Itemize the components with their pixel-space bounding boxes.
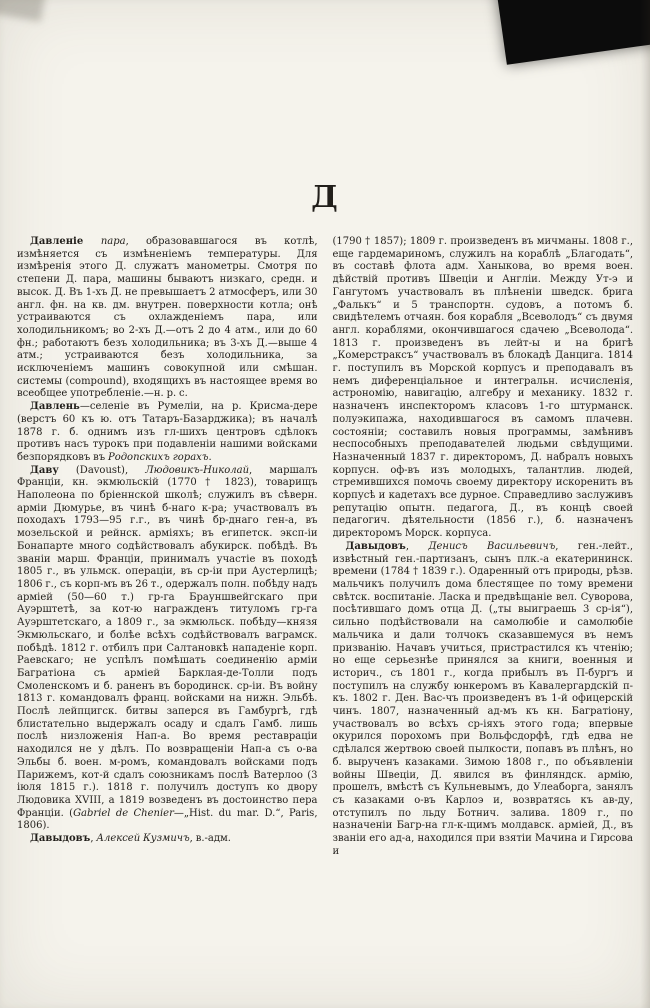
entry-paragraph — [17, 236, 318, 401]
scan-artifact-top-left — [0, 0, 46, 22]
entry-text: пара — [100, 236, 126, 247]
text-column-left — [17, 236, 318, 1004]
entry-text: , — [405, 540, 429, 552]
entry-text: . — [208, 451, 212, 463]
entry-paragraph — [17, 833, 318, 846]
entry-paragraph — [333, 236, 634, 541]
entry-paragraph — [17, 465, 318, 833]
entry-text: Родопскихъ горахъ — [107, 451, 209, 463]
entry-text: , образовавшагося въ котлѣ, измѣняется съ измѣненіемъ температуры. Для измѣренія этого Д. служатъ манометры. Смотря по степени Д. пара, машины бываютъ низкаго, средн. и высок. Д. Въ 1-хъ Д. не превышаетъ 2 атмосферъ, или 30 англ. фн. на кв. дм. внутрен. поверхности котла; онѣ устраиваются съ охлажденіемъ пара, или холодильникомъ; во 2-хъ Д.—отъ 2 до 4 атм., или до 60 фн.; работаютъ безъ холодильника; въ 3-хъ Д.—выше 4 атм.; устраиваются безъ холодильника, за исключеніемъ машинъ совокупной или смѣшан. системы (compound), входящихъ въ настоящее время во всеобщее употребленіе.—н. р. с. — [17, 236, 318, 400]
entry-headword: Давлень — [30, 401, 80, 413]
section-letter-heading: Д — [311, 180, 339, 215]
entry-text: Людовикъ-Николай — [145, 464, 250, 476]
text-columns — [17, 236, 633, 1004]
scan-artifact-top-right — [495, 0, 650, 65]
entry-text: , маршалъ Франціи, кн. экмюльскій (1770 † 1823), товарищъ Наполеона по бріеннской школѣ; служилъ въ сѣверн. арміи Дюмурье, въ чинѣ б-наго к-ра; участвовалъ въ походахъ 1793—95 г.г., въ чинѣ бр-днаго ген-а, въ мозельской и рейнск. арміяхъ; въ египетск. эксп-іи Бонапарте много содѣйствовалъ абукирск. побѣдѣ. Въ званіи марш. Франціи, принималъ участіе въ походѣ 1805 г., въ ульмск. операціи, въ ср-іи при Аустерлицѣ; 1806 г., съ корп-мъ въ 26 т., одержалъ полн. побѣду надъ арміей (50—60 т.) гр-га Брауншвейгскаго при Ауэрштетѣ, за кот-ю награжденъ титуломъ гр-га Ауэрштетскаго, а 1809 г., за экмюльск. побѣду—князя Экмюльскаго, и болѣе всѣхъ содѣйствовалъ ваграмск. побѣдѣ. 1812 г. отбилъ при Салтановкѣ нападеніе корп. Раевскаго; не успѣлъ помѣшать соединенію арміи Багратіона съ арміей Барклая-де-Толли подъ Смоленскомъ и б. раненъ въ бородинск. ср-іи. Въ войну 1813 г. командовалъ франц. войсками на нижн. Эльбѣ. Послѣ лейпцигск. битвы заперся въ Гамбургѣ, гдѣ блистательно выдержалъ осаду и сдалъ Гамб. лишь послѣ низложенія Нап-а. Во время реставраціи находился не у дѣлъ. По возвращеніи Нап-а съ о-ва Эльбы б. воен. м-ромъ, командовалъ войсками подъ Парижемъ, кот-й сдалъ союзникамъ послѣ Ватерлоо (3 іюля 1815 г.). 1818 г. получилъ доступъ ко двору Людовика XVIII, а 1819 возведенъ въ достоинство пера Франціи. ( — [17, 464, 318, 819]
text-column-right — [333, 236, 634, 1004]
scan-edge-shadow — [640, 0, 650, 1008]
entry-text: —селеніе въ Румеліи, на р. Крисма-дере (верстъ 60 къ ю. отъ Татаръ-Базарджика); въ началѣ 1878 г. б. однимъ изъ гл-шихъ центровъ сдѣлокъ противъ насъ турокъ при подавленіи нашими войсками безпорядковъ въ — [17, 401, 318, 463]
entry-text: Алексей Кузмичъ — [96, 833, 190, 845]
entry-text: , — [90, 833, 97, 845]
entry-paragraph — [17, 401, 318, 465]
entry-text: Денисъ Васильевичъ — [428, 540, 556, 552]
entry-text: (1790 † 1857); 1809 г. произведенъ въ мичманы. 1808 г., еще гардемариномъ, служилъ на кораблѣ „Благодать“, въ составѣ флота адм. Ханыкова, во время воен. дѣйствій противъ Швеціи и Англіи. Между Ут-э и Гангутомъ участвовалъ въ плѣненіи шведск. брига „Фалькъ“ и 5 транспортн. судовъ, а потомъ б. свидѣтелемъ отчаян. боя корабля „Всеволодъ“ съ двумя англ. кораблями, окончившагося сдачею „Всеволода“. 1813 г. произведенъ въ лейт-ы и на бригѣ „Комерстраксъ“ участвовалъ въ блокадѣ Данцига. 1814 г. поступилъ въ Морской корпусъ и преподавалъ въ немъ диференціальное и интегральн. исчисленія, астрономію, навигацію, алгебру и механику. 1832 г. назначенъ инспекторомъ класовъ 1-го штурманск. полуэкипажа, находившагося въ самомъ плачевн. состояніи; составилъ новыя программы, замѣнивъ неспособныхъ преподавателей людьми свѣдущими. Назначенный 1837 г. директоромъ, Д. набралъ новыхъ корпусн. оф-въ изъ молодыхъ, талантлив. людей, стремившихся помочь своему директору искоренить въ корпусѣ и кадетахъ все дурное. Справедливо заслуживъ репутацію опытн. педагога, Д., въ концѣ своей педагогич. дѣятельности (1856 г.), б. назначенъ директоромъ Морск. корпуса. — [332, 236, 633, 540]
entry-text: (Davoust), — [58, 464, 146, 476]
entry-headword: Даву — [30, 464, 59, 476]
entry-text: —„Hist. du mar. D.“, Paris, 1806). — [17, 807, 318, 832]
entry-headword: Давленіе — [30, 236, 101, 247]
entry-text: , в.-адм. — [189, 833, 231, 845]
entry-paragraph — [333, 541, 634, 859]
entry-headword: Давыдовъ — [30, 833, 91, 845]
entry-headword: Давыдовъ — [345, 540, 406, 552]
entry-text: Gabriel de Chenier — [73, 807, 174, 819]
entry-text: , ген.-лейт., извѣстный ген.-партизанъ, сынъ плк.-а екатерининск. времени (1784 † 1839 г.). Одаренный отъ природы, рѣзв. мальчикъ получилъ дома блестящее по тому времени свѣтск. воспитаніе. Ласка и предвѣщаніе вел. Суворова, посѣтившаго домъ отца Д. („ты выиграешь 3 ср-ія“), сильно подѣйствовали на самолюбіе и самолюбіе мальчика и дали толчокъ сказавшемуся въ немъ призванію. Начавъ учиться, пристрастился къ чтенію; но еще серьезнѣе принялся за книги, военныя и историч., съ 1801 г., когда прибылъ въ П-бургъ и поступилъ на службу юнкеромъ въ Кавалергардскій п-къ. 1802 г. Ден. Вас-чъ произведенъ въ 1-й офицерскій чинъ. 1807, назначенный ад-мъ къ кн. Багратіону, участвовалъ во всѣхъ ср-іяхъ этого года; впервые окурился порохомъ при Вольфсдорфѣ, гдѣ едва не сдѣлался жертвою своей пылкости, попавъ въ плѣнъ, но б. вырученъ казаками. Зимою 1808 г., по объявленіи войны Швеціи, Д. явился въ финляндск. армію, прошелъ, вмѣстѣ съ Кульневымъ, до Улеаборга, занялъ съ казаками о-въ Карлоэ и, возвратясь къ ав-ду, отступилъ по льду Ботнич. залива. 1809 г., по назначеніи Багр-на гл-к-щимъ молдавск. арміей, Д., въ званіи его ад-а, находился при взятіи Мачина и Гирсова и — [332, 540, 633, 857]
